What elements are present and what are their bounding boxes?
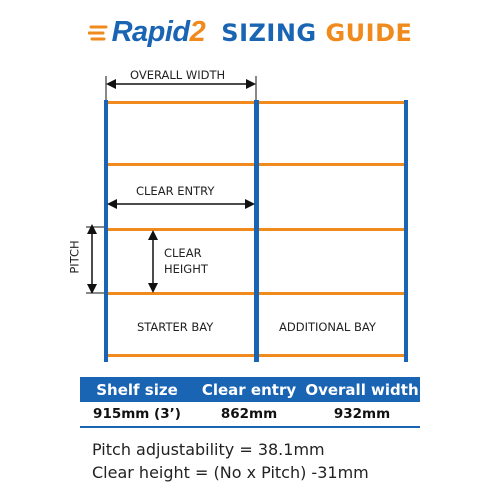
cell-overall-width: 932mm: [333, 406, 391, 422]
upright-right: [404, 100, 408, 362]
brand-word: Rapid: [111, 16, 190, 48]
pitch-note: Pitch adjustability = 38.1mm: [92, 440, 325, 459]
additional-bay-label: ADDITIONAL BAY: [279, 320, 376, 334]
brand-number: 2: [189, 16, 206, 48]
upright-left: [104, 100, 108, 362]
sizing-table: [80, 377, 420, 428]
starter-bay-label: STARTER BAY: [137, 320, 214, 334]
height-note: Clear height = (No x Pitch) -31mm: [92, 463, 369, 482]
pitch-label: PITCH: [67, 240, 82, 274]
cell-shelf-size: 915mm (3’): [93, 406, 181, 422]
header-overall-width: Overall width: [305, 380, 419, 399]
title-main: SIZING: [221, 18, 317, 47]
title-accent: GUIDE: [325, 18, 413, 47]
clear-entry-label: CLEAR ENTRY: [136, 184, 215, 198]
table-row: [80, 402, 420, 426]
table-header: [80, 377, 420, 402]
clear-height-label-line2: HEIGHT: [164, 262, 208, 276]
header-shelf-size: Shelf size: [96, 380, 178, 399]
clear-height-label-line1: CLEAR: [164, 246, 202, 260]
upright-middle: [254, 100, 259, 362]
table-bottom-rule: [80, 426, 420, 428]
overall-width-label: OVERALL WIDTH: [130, 68, 226, 82]
cell-clear-entry: 862mm: [220, 406, 278, 422]
header-clear-entry: Clear entry: [201, 380, 297, 399]
